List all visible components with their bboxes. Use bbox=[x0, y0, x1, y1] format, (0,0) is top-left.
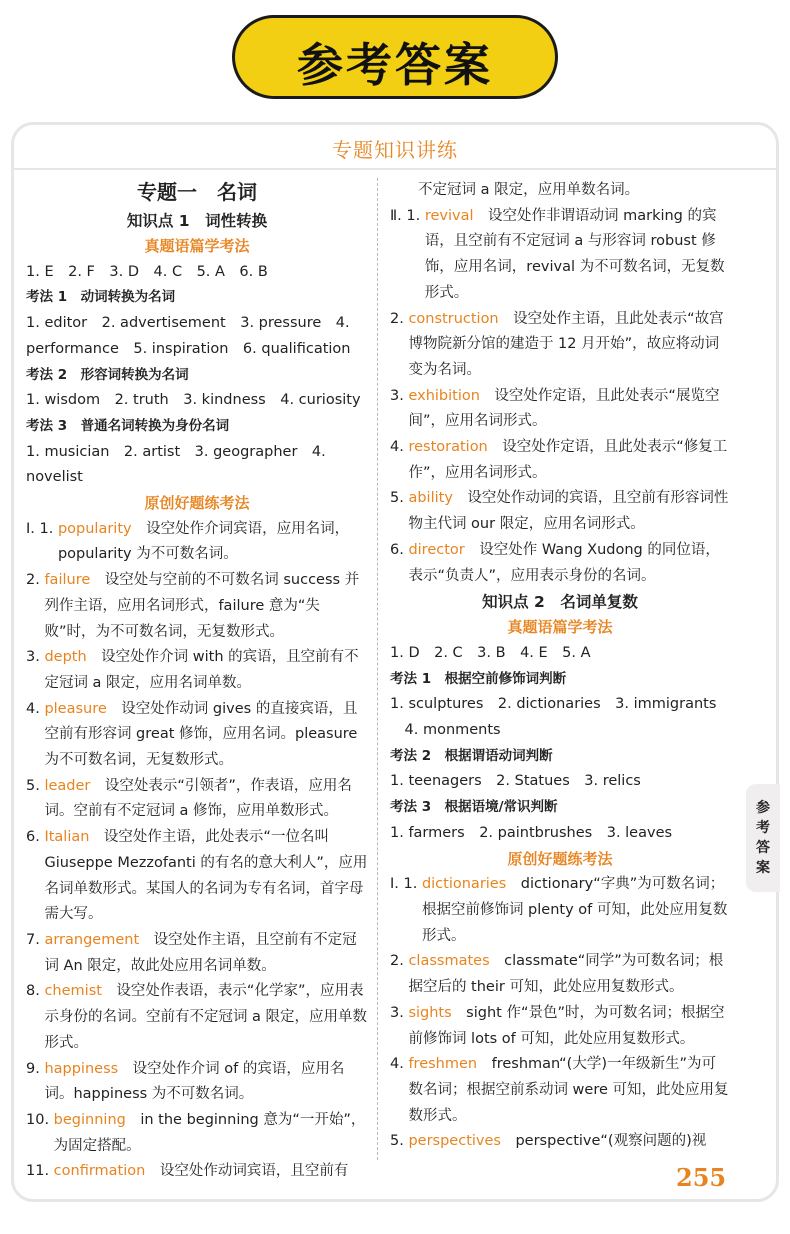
section-subtitle: 原创好题练考法 bbox=[507, 849, 613, 868]
list-item bbox=[26, 645, 368, 696]
list-item bbox=[26, 568, 368, 645]
list-item bbox=[390, 435, 730, 486]
list-item bbox=[390, 538, 730, 589]
right-column bbox=[390, 178, 730, 1155]
item-number: 3. bbox=[390, 1004, 409, 1021]
answer-keyword: chemist bbox=[44, 983, 102, 1000]
item-explanation: 设空处作非谓语动词 marking 的宾语，且空前有不定冠词 a 与形容词 robust 修饰，应用名词，revival 为不可数名词，无复数形式。 bbox=[424, 207, 725, 301]
item-explanation: 设空处作介词 of 的宾语，应用名词。happiness 为不可数名词。 bbox=[44, 1060, 345, 1103]
item-explanation: perspective“(观察问题的)视 bbox=[500, 1133, 707, 1150]
method-heading: 考法 2 根据谓语动词判断 bbox=[390, 747, 553, 764]
answer-keyword: beginning bbox=[53, 1111, 126, 1128]
answer-line: 1. wisdom 2. truth 3. kindness 4. curiosity bbox=[26, 392, 361, 409]
list-item bbox=[26, 825, 368, 928]
item-explanation: 设空处作介词 with 的宾语，且空前有不定冠词 a 限定，应用名词单数。 bbox=[44, 649, 359, 691]
explanation-list bbox=[26, 517, 368, 1185]
answer-keyword: Italian bbox=[44, 829, 90, 846]
item-number: 5. bbox=[390, 1133, 409, 1150]
answer-keyword: revival bbox=[424, 207, 474, 224]
list-item bbox=[390, 307, 730, 384]
answer-line: 1. E 2. F 3. D 4. C 5. A 6. B bbox=[26, 263, 268, 280]
item-number: 6. bbox=[390, 541, 409, 558]
answer-line: 1. D 2. C 3. B 4. E 5. A bbox=[390, 644, 591, 661]
answer-keyword: classmates bbox=[408, 953, 490, 970]
list-item bbox=[390, 384, 730, 435]
item-number: 2. bbox=[390, 310, 409, 327]
item-number: 5. bbox=[26, 777, 45, 794]
item-number: 7. bbox=[26, 931, 45, 948]
answer-keyword: dictionaries bbox=[421, 876, 507, 893]
item-number: 3. bbox=[390, 387, 409, 404]
item-explanation: 设空处作定语，且此处表示“展览空间”，应用名词形式。 bbox=[408, 387, 720, 430]
answer-line: 1. teenagers 2. Statues 3. relics bbox=[390, 773, 641, 790]
item-explanation: 设空处作定语，且此处表示“修复工作”，应用名词形式。 bbox=[408, 439, 728, 481]
knowledge-point-title: 知识点 2 名词单复数 bbox=[482, 593, 638, 612]
item-explanation: dictionary“字典”为可数名词；根据空前修饰词 plenty of 可知，此处应用复数形式。 bbox=[421, 876, 728, 944]
item-number: 6. bbox=[26, 829, 45, 846]
column-divider bbox=[377, 178, 378, 1160]
answer-keyword: arrangement bbox=[44, 931, 140, 948]
item-number: Ⅱ. 1. bbox=[390, 207, 425, 224]
item-explanation: 设空处作动词 gives 的直接宾语，且空前有形容词 great 修饰，应用名词。pleasure 为不可数名词，无复数形式。 bbox=[44, 700, 358, 769]
list-item bbox=[390, 1129, 730, 1155]
answer-keyword: exhibition bbox=[408, 387, 480, 404]
item-explanation: 设空处作动词的宾语，且空前有形容词性物主代词 our 限定，应用名词形式。 bbox=[408, 490, 729, 533]
answer-line: 1. editor 2. advertisement 3. pressure 4. bbox=[26, 315, 350, 332]
item-explanation: 设空处作介词宾语，应用名词，popularity 为不可数名词。 bbox=[57, 520, 350, 563]
answer-keyword: restoration bbox=[408, 439, 488, 456]
item-number: 2. bbox=[390, 953, 409, 970]
answer-keyword: happiness bbox=[44, 1060, 119, 1077]
answer-keyword: sights bbox=[408, 1004, 452, 1021]
left-column bbox=[26, 178, 368, 1185]
item-number: 8. bbox=[26, 983, 45, 1000]
list-item bbox=[26, 1108, 368, 1159]
topic-title: 专题一 名词 bbox=[137, 180, 257, 204]
list-item bbox=[390, 949, 730, 1000]
method-heading: 考法 3 普通名词转换为身份名词 bbox=[26, 417, 230, 434]
answer-line: performance 5. inspiration 6. qualification bbox=[26, 340, 351, 357]
item-explanation: 设空处作 Wang Xudong 的同位语，表示“负责人”，应用表示身份的名词。 bbox=[408, 541, 720, 584]
item-number: 5. bbox=[390, 490, 409, 507]
item-explanation: 设空处作主语，且空前有不定冠词 An 限定，故此处应用名词单数。 bbox=[44, 931, 357, 974]
section-subtitle: 原创好题练考法 bbox=[144, 494, 250, 513]
answer-keyword: leader bbox=[44, 777, 91, 794]
item-explanation: sight 作“景色”时，为可数名词；根据空前修饰词 lots of 可知，此处应用复数形式。 bbox=[408, 1004, 725, 1047]
list-item bbox=[390, 1001, 730, 1052]
list-item bbox=[390, 204, 730, 307]
answer-keyword: perspectives bbox=[408, 1133, 501, 1150]
item-explanation: 设空处作主语，此处表示“一位名叫 Giuseppe Mezzofanti 的有名的意大利人”，应用名词单数形式。某国人的名词为专有名词，首字母需大写。 bbox=[44, 829, 368, 923]
answer-keyword: pleasure bbox=[44, 700, 107, 717]
answer-keyword: construction bbox=[408, 310, 499, 327]
list-item bbox=[26, 1159, 368, 1185]
section-subtitle: 真题语篇学考法 bbox=[144, 237, 250, 255]
page-number: 255 bbox=[676, 1163, 727, 1192]
list-item bbox=[26, 1057, 368, 1108]
list-item bbox=[390, 486, 730, 537]
list-item bbox=[390, 1052, 730, 1129]
item-number: 4. bbox=[26, 700, 45, 717]
item-explanation: 设空处与空前的不可数名词 success 并列作主语，应用名词形式，failure 意为“失败”时，为不可数名词，无复数形式。 bbox=[44, 572, 360, 640]
item-number: 4. bbox=[390, 1056, 409, 1073]
knowledge-point-title: 知识点 1 词性转换 bbox=[126, 212, 268, 230]
item-number: 4. bbox=[390, 439, 409, 456]
method-heading: 考法 3 根据语境/常识判断 bbox=[390, 799, 558, 816]
item-number: 11. bbox=[26, 1163, 54, 1180]
item-explanation: 设空处作主语，且此处表示“故宫博物院新分馆的建造于 12 月开始”，故应将动词变为名词。 bbox=[408, 310, 724, 378]
title-divider bbox=[14, 168, 776, 170]
answer-keyword: popularity bbox=[57, 520, 132, 537]
answer-line: 1. sculptures 2. dictionaries 3. immigrants bbox=[390, 696, 717, 713]
method-heading: 考法 1 根据空前修饰词判断 bbox=[390, 670, 567, 687]
method-heading: 考法 2 形容词转换为名词 bbox=[26, 366, 189, 383]
answer-keyword: ability bbox=[408, 490, 453, 507]
panel-title: 专题知识讲练 bbox=[332, 138, 458, 162]
item-explanation: in the beginning 意为“一开始”，为固定搭配。 bbox=[53, 1111, 366, 1154]
side-tab bbox=[746, 784, 780, 892]
section-subtitle: 真题语篇学考法 bbox=[507, 618, 613, 637]
side-tab-label: 参考答案 bbox=[756, 800, 770, 876]
answer-line: 1. farmers 2. paintbrushes 3. leaves bbox=[390, 824, 673, 841]
list-item bbox=[26, 697, 368, 774]
item-explanation: freshman“(大学)一年级新生”为可数名词；根据空前系动词 were 可知，此处应用复数形式。 bbox=[408, 1056, 729, 1124]
answer-keyword: depth bbox=[44, 649, 87, 666]
list-item bbox=[26, 928, 368, 979]
list-item bbox=[26, 774, 368, 825]
item-number: Ⅰ. 1. bbox=[26, 520, 58, 537]
item-number: Ⅰ. 1. bbox=[390, 876, 422, 893]
item-number: 2. bbox=[26, 572, 45, 589]
item-number: 10. bbox=[26, 1111, 54, 1128]
method-heading: 考法 1 动词转换为名词 bbox=[26, 289, 176, 306]
answer-line: 4. monments bbox=[390, 722, 501, 739]
answer-line: 1. musician 2. artist 3. geographer 4. novelist bbox=[26, 443, 331, 486]
item-explanation: 设空处作表语，表示“化学家”，应用表示身份的名词。空前有不定冠词 a 限定，应用单数形式。 bbox=[44, 983, 368, 1051]
answer-keyword: freshmen bbox=[408, 1056, 478, 1073]
item-explanation: 设空处作动词宾语，且空前有 bbox=[145, 1163, 349, 1180]
item-number: 9. bbox=[26, 1060, 45, 1077]
item-explanation: 设空处表示“引领者”，作表语，应用名词。空前有不定冠词 a 修饰，应用单数形式。 bbox=[44, 777, 352, 820]
list-item bbox=[390, 872, 730, 949]
banner-title: 参考答案 bbox=[297, 38, 493, 92]
answer-keyword: director bbox=[408, 541, 465, 558]
answer-keyword: confirmation bbox=[53, 1163, 146, 1180]
list-item bbox=[26, 979, 368, 1056]
explanation-list bbox=[390, 872, 730, 1155]
answer-keyword: failure bbox=[44, 572, 91, 589]
explanation-list bbox=[390, 204, 730, 590]
item-number: 3. bbox=[26, 649, 45, 666]
item-explanation: classmate“同学”为可数名词；根据空后的 their 可知，此处应用复数形式。 bbox=[408, 953, 724, 996]
answer-banner bbox=[232, 15, 558, 99]
list-item bbox=[26, 517, 368, 568]
continued-text: 不定冠词 a 限定，应用单数名词。 bbox=[418, 182, 640, 198]
